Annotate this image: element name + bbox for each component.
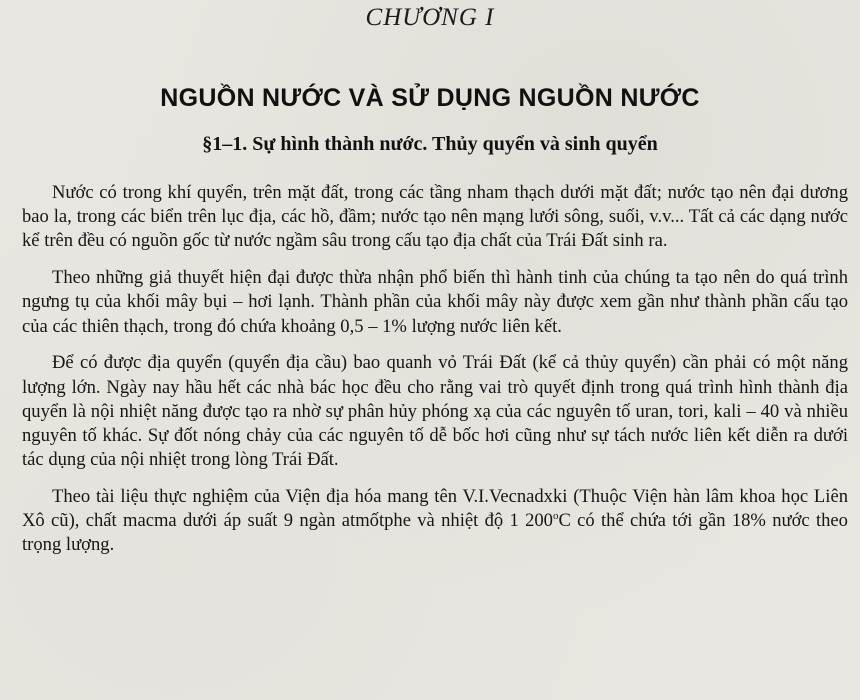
paragraph-4-text-end: C có thể chứa tới gần 18% nước theo trọng lượng.: [22, 510, 848, 556]
section-heading: §1–1. Sự hình thành nước. Thủy quyển và sinh quyển: [202, 133, 658, 155]
paragraph-3: Để có được địa quyển (quyển địa cầu) bao quanh vỏ Trái Đất (kể cả thủy quyển) cần phải có một năng lượng lớn. Ngày nay hầu hết các nhà bác học đều cho rằng vai trò quyết định trong quá trình hình thành địa quyển là nội nhiệt năng được tạo ra nhờ sự phân hủy phóng xạ của các nguyên tố uran, tori, kali – 40 và nhiều nguyên tố khác. Sự đốt nóng chảy của các nguyên tố dễ bốc hơi cũng như sự tách nước liên kết diễn ra dưới tác dụng của nội nhiệt trong lòng Trái Đất.: [22, 352, 848, 471]
chapter-title: NGUỒN NƯỚC VÀ SỬ DỤNG NGUỒN NƯỚC: [160, 84, 700, 112]
paragraph-1: Nước có trong khí quyển, trên mặt đất, trong các tầng nham thạch dưới mặt đất; nước tạo nên đại dương bao la, trong các biển trên lục địa, các hồ, đầm; nước tạo nên mạng lưới sông, suối, v.v... Tất cả các dạng nước kể trên đều có nguồn gốc từ nước ngầm sâu trong cấu tạo địa chất của Trái Đất sinh ra.: [22, 182, 848, 252]
paragraph-4-text: Theo tài liệu thực nghiệm của Viện địa hóa mang tên V.I.Vecnadxki (Thuộc Viện hàn lâm khoa học Liên Xô cũ), chất macma dưới áp suất 9 ngàn atmốtphe và nhiệt độ 1 200: [22, 486, 848, 532]
paragraph-2: Theo những giả thuyết hiện đại được thừa nhận phổ biến thì hành tinh của chúng ta tạo nên do quá trình ngưng tụ của khối mây bụi – hơi lạnh. Thành phần của khối mây này được xem gần như thành phần cấu tạo của các thiên thạch, trong đó chứa khoảng 0,5 – 1% lượng nước liên kết.: [22, 267, 848, 337]
paragraph-4: [22, 485, 848, 558]
degree-superscript: o: [552, 510, 559, 523]
body-text: [22, 181, 848, 570]
chapter-heading: CHƯƠNG I: [365, 4, 495, 31]
